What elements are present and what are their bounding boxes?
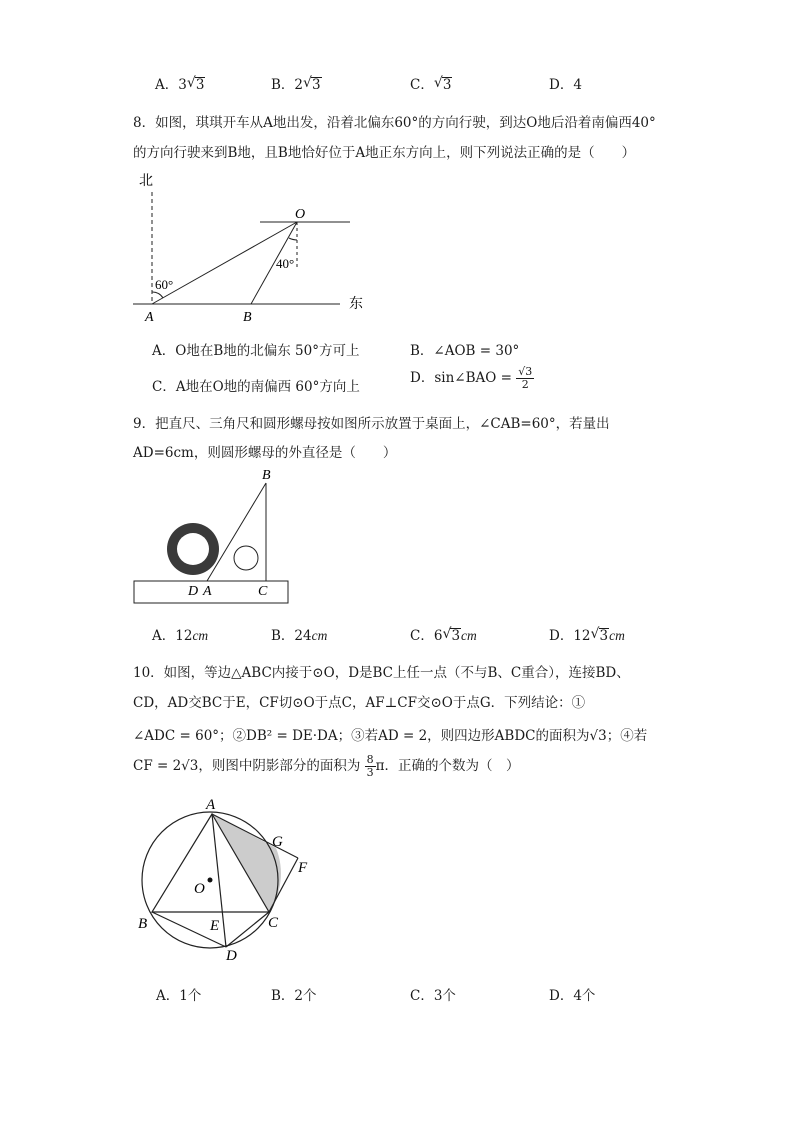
q10-stem-line2: CD，AD交BC于E，CF切⊙O于点C，AF⊥CF交⊙O于点G．下列结论：①: [133, 695, 586, 711]
point-b-label: B: [243, 310, 252, 325]
q10-option-c: C．3个: [410, 988, 456, 1004]
point-g-label: G: [272, 834, 283, 850]
point-o-label: O: [295, 207, 306, 222]
point-c-label: C: [268, 915, 279, 931]
point-b-label: B: [262, 468, 271, 483]
sqrt-symbol: √ 3: [187, 77, 206, 93]
q9-figure: [130, 465, 300, 607]
sqrt-symbol: √ 3: [434, 77, 453, 93]
q10-option-d: D．4个: [549, 988, 596, 1004]
fraction: $\frac{√3}{2}$: [518, 365, 533, 391]
q7-option-c: C．√ 3: [410, 73, 452, 93]
q9-option-a: A．12cm: [152, 628, 209, 644]
sqrt-symbol: √ 3: [303, 77, 322, 93]
point-a-label: A: [203, 584, 212, 599]
q10-stem-line1: 10．如图，等边△ABC内接于⊙O，D是BC上任一点（不与B、C重合），连接BD、: [133, 665, 630, 681]
fraction: $\frac{8}{3}$: [366, 753, 374, 779]
angle-40-label: 40°: [276, 256, 295, 271]
q8-option-d: D．sin∠BAO = $\frac{√3}{2}$: [410, 365, 533, 391]
point-e-label: E: [210, 918, 220, 934]
q9-option-c: C．6√ 3cm: [410, 624, 477, 644]
north-label: 北: [139, 174, 153, 189]
point-o-label: O: [194, 881, 205, 897]
sqrt-symbol: √ 3: [591, 628, 610, 644]
angle-60-label: 60°: [155, 277, 174, 292]
q8-option-c: C．A地在O地的南偏西 60°方向上: [152, 379, 360, 395]
q8-stem-line2: 的方向行驶来到B地，且B地恰好位于A地正东方向上，则下列说法正确的是（ ）: [133, 145, 636, 161]
q9-stem-line1: 9．把直尺、三角尺和圆形螺母按如图所示放置于桌面上，∠CAB=60°，若量出: [133, 416, 610, 432]
q8-stem-line1: 8．如图，琪琪开车从A地出发，沿着北偏东60°的方向行驶，到达O地后沿着南偏西40°: [133, 115, 656, 131]
q8-option-a: A．O地在B地的北偏东 50°方可上: [152, 343, 360, 359]
q8-figure: [125, 168, 375, 328]
q8-option-b: B．∠AOB = 30°: [410, 343, 520, 359]
point-a-label: A: [145, 310, 154, 325]
point-d-label: D: [188, 584, 199, 599]
q10-stem-line4: CF = 2√3，则图中阴影部分的面积为 $\frac{8}{3}$ π．正确的个数为（ ）: [133, 753, 520, 779]
point-c-label: C: [258, 584, 268, 599]
q10-option-b: B．2个: [271, 988, 317, 1004]
sqrt-symbol: √ 3: [442, 628, 461, 644]
point-d-label: D: [226, 948, 237, 964]
nut-inner: [177, 533, 209, 565]
q9-stem-line2: AD=6cm，则圆形螺母的外直径是（ ）: [133, 445, 397, 461]
q10-stem-line3: ∠ADC = 60°；②DB² = DE·DA；③若AD = 2，则四边形ABDC的面积为√3；④若: [133, 728, 648, 744]
q10-figure: [130, 790, 330, 970]
east-label: 东: [349, 297, 363, 312]
q7-option-a: A．3√ 3: [155, 73, 205, 93]
q9-option-b: B．24cm: [271, 628, 328, 644]
q7-option-d: D．4: [549, 77, 582, 93]
q9-option-d: D．12√ 3cm: [549, 624, 625, 644]
q10-option-a: A．1个: [156, 988, 202, 1004]
point-f-label: F: [298, 860, 308, 876]
point-a-label: A: [206, 797, 216, 813]
q7-option-b: B．2√ 3: [271, 73, 322, 93]
point-b-label: B: [138, 916, 148, 932]
shaded-region: [212, 814, 281, 912]
